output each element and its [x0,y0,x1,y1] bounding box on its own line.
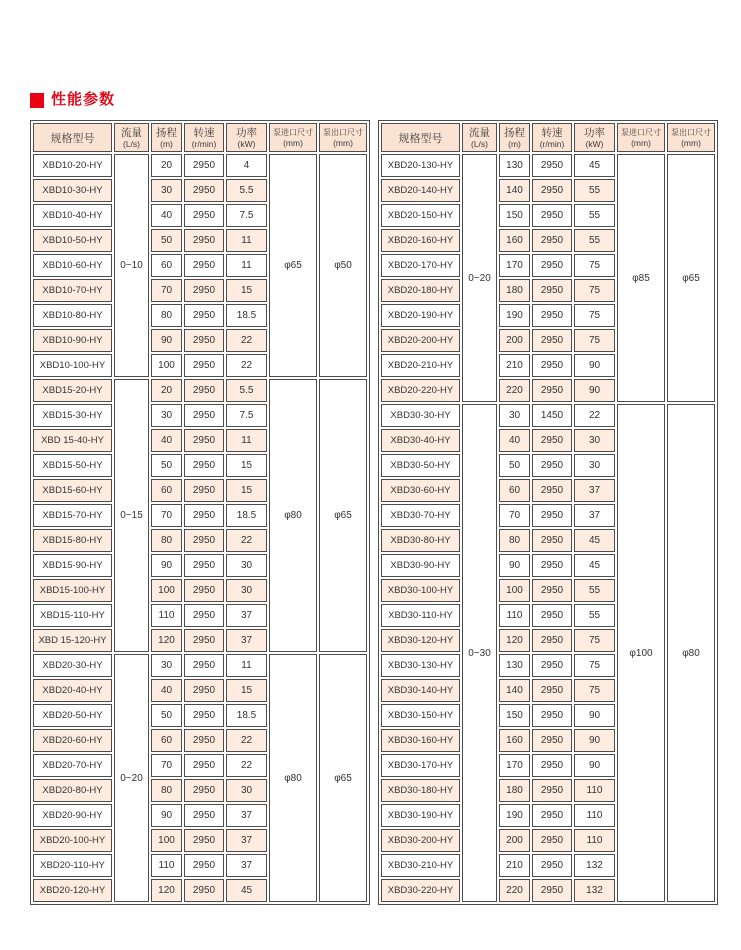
power-value-cell: 30 [574,454,615,477]
model-cell: XBD15-110-HY [33,604,112,627]
power-value-cell: 37 [226,804,267,827]
head-value-cell: 90 [151,804,182,827]
spec-row [33,654,367,677]
model-cell: XBD30-90-HY [381,554,460,577]
head-value-cell: 180 [499,779,530,802]
model-cell: XBD20-160-HY [381,229,460,252]
power-value-cell: 90 [574,354,615,377]
model-cell: XBD20-170-HY [381,254,460,277]
power-value-cell: 22 [226,329,267,352]
speed-value-cell: 2950 [532,729,572,752]
speed-value-cell: 2950 [184,404,224,427]
speed-value-cell: 2950 [532,329,572,352]
speed-value-cell: 2950 [532,504,572,527]
head-value-cell: 150 [499,204,530,227]
speed-value-cell: 2950 [184,354,224,377]
power-value-cell: 15 [226,479,267,502]
head-value-cell: 50 [151,229,182,252]
power-value-cell: 18.5 [226,504,267,527]
outlet-size-cell: φ50 [319,154,367,377]
power-value-cell: 90 [574,379,615,402]
power-value-cell: 55 [574,229,615,252]
model-cell: XBD30-40-HY [381,429,460,452]
head-value-cell: 220 [499,879,530,902]
power-value-cell: 30 [226,779,267,802]
head-value-cell: 120 [499,629,530,652]
head-value-cell: 90 [499,554,530,577]
head-value-cell: 60 [151,479,182,502]
power-value-cell: 22 [226,754,267,777]
model-cell: XBD 15-40-HY [33,429,112,452]
title-marker-square-icon [30,93,44,108]
power-value-cell: 11 [226,429,267,452]
head-value-cell: 20 [151,379,182,402]
model-cell: XBD20-50-HY [33,704,112,727]
head-value-cell: 50 [499,454,530,477]
speed-value-cell: 2950 [532,304,572,327]
model-cell: XBD30-30-HY [381,404,460,427]
speed-value-cell: 2950 [532,454,572,477]
inlet-size-cell: φ100 [617,404,665,902]
header-speed: 转速 (r/min) [532,123,572,152]
flow-range-cell: 0~30 [462,404,497,902]
speed-value-cell: 2950 [532,704,572,727]
head-value-cell: 80 [151,779,182,802]
speed-value-cell: 2950 [532,579,572,602]
head-value-cell: 210 [499,354,530,377]
speed-value-cell: 2950 [532,654,572,677]
head-value-cell: 110 [151,854,182,877]
speed-value-cell: 2950 [532,229,572,252]
power-value-cell: 15 [226,279,267,302]
head-value-cell: 70 [151,279,182,302]
power-value-cell: 5.5 [226,379,267,402]
header-outlet: 泵出口尺寸 (mm) [667,123,715,152]
speed-value-cell: 2950 [184,654,224,677]
power-value-cell: 15 [226,454,267,477]
power-value-cell: 45 [574,554,615,577]
power-value-cell: 22 [226,729,267,752]
speed-value-cell: 2950 [184,679,224,702]
model-cell: XBD30-150-HY [381,704,460,727]
model-cell: XBD15-60-HY [33,479,112,502]
model-cell: XBD20-70-HY [33,754,112,777]
power-value-cell: 55 [574,604,615,627]
head-value-cell: 60 [151,254,182,277]
speed-value-cell: 2950 [532,429,572,452]
power-value-cell: 5.5 [226,179,267,202]
model-cell: XBD30-190-HY [381,804,460,827]
speed-value-cell: 2950 [184,229,224,252]
outlet-size-cell: φ65 [319,654,367,902]
model-cell: XBD10-70-HY [33,279,112,302]
speed-value-cell: 2950 [184,329,224,352]
speed-value-cell: 2950 [184,204,224,227]
head-value-cell: 170 [499,254,530,277]
inlet-size-cell: φ80 [269,379,317,652]
model-cell: XBD30-140-HY [381,679,460,702]
model-cell: XBD30-80-HY [381,529,460,552]
model-cell: XBD20-180-HY [381,279,460,302]
head-value-cell: 130 [499,154,530,177]
outlet-size-cell: φ65 [319,379,367,652]
model-cell: XBD20-30-HY [33,654,112,677]
model-cell: XBD20-80-HY [33,779,112,802]
inlet-size-cell: φ65 [269,154,317,377]
speed-value-cell: 2950 [532,279,572,302]
model-cell: XBD30-210-HY [381,854,460,877]
head-value-cell: 170 [499,754,530,777]
speed-value-cell: 2950 [532,754,572,777]
model-cell: XBD20-60-HY [33,729,112,752]
head-value-cell: 110 [499,604,530,627]
header-row [33,123,367,152]
head-value-cell: 200 [499,329,530,352]
power-value-cell: 7.5 [226,404,267,427]
power-value-cell: 45 [226,879,267,902]
model-cell: XBD15-100-HY [33,579,112,602]
header-model: 规格型号 [33,123,112,152]
power-value-cell: 18.5 [226,304,267,327]
head-value-cell: 130 [499,654,530,677]
speed-value-cell: 1450 [532,404,572,427]
head-value-cell: 30 [151,654,182,677]
model-cell: XBD30-180-HY [381,779,460,802]
model-cell: XBD15-30-HY [33,404,112,427]
model-cell: XBD10-20-HY [33,154,112,177]
power-value-cell: 11 [226,254,267,277]
power-value-cell: 90 [574,729,615,752]
power-value-cell: 37 [226,854,267,877]
head-value-cell: 90 [151,554,182,577]
speed-value-cell: 2950 [184,554,224,577]
header-speed: 转速 (r/min) [184,123,224,152]
model-cell: XBD15-70-HY [33,504,112,527]
head-value-cell: 100 [151,579,182,602]
power-value-cell: 75 [574,279,615,302]
header-power: 功率 (kW) [574,123,615,152]
speed-value-cell: 2950 [184,629,224,652]
power-value-cell: 37 [574,479,615,502]
speed-value-cell: 2950 [532,254,572,277]
speed-value-cell: 2950 [184,854,224,877]
power-value-cell: 75 [574,654,615,677]
model-cell: XBD20-200-HY [381,329,460,352]
power-value-cell: 75 [574,254,615,277]
speed-value-cell: 2950 [532,779,572,802]
speed-value-cell: 2950 [184,254,224,277]
power-value-cell: 11 [226,229,267,252]
model-cell: XBD30-170-HY [381,754,460,777]
power-value-cell: 55 [574,179,615,202]
model-cell: XBD10-40-HY [33,204,112,227]
model-cell: XBD20-140-HY [381,179,460,202]
model-cell: XBD30-160-HY [381,729,460,752]
speed-value-cell: 2950 [532,854,572,877]
flow-range-cell: 0~20 [462,154,497,402]
section-title-text: 性能参数 [51,91,116,108]
outlet-size-cell: φ65 [667,154,715,402]
speed-value-cell: 2950 [532,179,572,202]
head-value-cell: 30 [151,404,182,427]
head-value-cell: 50 [151,454,182,477]
model-cell: XBD20-130-HY [381,154,460,177]
head-value-cell: 120 [151,629,182,652]
head-value-cell: 140 [499,179,530,202]
speed-value-cell: 2950 [184,879,224,902]
head-value-cell: 120 [151,879,182,902]
speed-value-cell: 2950 [184,454,224,477]
model-cell: XBD30-110-HY [381,604,460,627]
header-inlet: 泵进口尺寸 (mm) [269,123,317,152]
head-value-cell: 220 [499,379,530,402]
head-value-cell: 100 [151,829,182,852]
power-value-cell: 90 [574,704,615,727]
model-cell: XBD20-210-HY [381,354,460,377]
spec-row [33,154,367,177]
speed-value-cell: 2950 [184,304,224,327]
head-value-cell: 100 [499,579,530,602]
power-value-cell: 30 [226,579,267,602]
head-value-cell: 70 [151,504,182,527]
tables-container [30,120,718,905]
model-cell: XBD30-220-HY [381,879,460,902]
header-head: 扬程 (m) [151,123,182,152]
head-value-cell: 60 [499,479,530,502]
power-value-cell: 22 [226,354,267,377]
speed-value-cell: 2950 [184,804,224,827]
speed-value-cell: 2950 [184,704,224,727]
speed-value-cell: 2950 [184,429,224,452]
flow-range-cell: 0~20 [114,654,149,902]
model-cell: XBD30-60-HY [381,479,460,502]
power-value-cell: 132 [574,854,615,877]
power-value-cell: 4 [226,154,267,177]
speed-value-cell: 2950 [532,604,572,627]
model-cell: XBD10-30-HY [33,179,112,202]
power-value-cell: 132 [574,879,615,902]
speed-value-cell: 2950 [184,379,224,402]
head-value-cell: 60 [151,729,182,752]
head-value-cell: 80 [151,304,182,327]
model-cell: XBD 15-120-HY [33,629,112,652]
power-value-cell: 75 [574,304,615,327]
speed-value-cell: 2950 [532,529,572,552]
speed-value-cell: 2950 [184,754,224,777]
speed-value-cell: 2950 [532,204,572,227]
model-cell: XBD10-90-HY [33,329,112,352]
model-cell: XBD30-70-HY [381,504,460,527]
power-value-cell: 30 [574,429,615,452]
power-value-cell: 7.5 [226,204,267,227]
speed-value-cell: 2950 [184,779,224,802]
speed-value-cell: 2950 [184,604,224,627]
head-value-cell: 190 [499,304,530,327]
head-value-cell: 50 [151,704,182,727]
model-cell: XBD30-200-HY [381,829,460,852]
inlet-size-cell: φ80 [269,654,317,902]
head-value-cell: 70 [151,754,182,777]
power-value-cell: 110 [574,829,615,852]
head-value-cell: 140 [499,679,530,702]
speed-value-cell: 2950 [532,354,572,377]
speed-value-cell: 2950 [532,554,572,577]
model-cell: XBD20-120-HY [33,879,112,902]
power-value-cell: 75 [574,329,615,352]
speed-value-cell: 2950 [532,829,572,852]
head-value-cell: 190 [499,804,530,827]
model-cell: XBD20-90-HY [33,804,112,827]
speed-value-cell: 2950 [184,179,224,202]
speed-value-cell: 2950 [184,579,224,602]
speed-value-cell: 2950 [184,829,224,852]
speed-value-cell: 2950 [184,479,224,502]
model-cell: XBD15-80-HY [33,529,112,552]
header-flow: 流量 (L/s) [114,123,149,152]
head-value-cell: 100 [151,354,182,377]
head-value-cell: 40 [151,679,182,702]
speed-value-cell: 2950 [532,804,572,827]
power-value-cell: 55 [574,204,615,227]
head-value-cell: 70 [499,504,530,527]
power-value-cell: 45 [574,154,615,177]
power-value-cell: 11 [226,654,267,677]
model-cell: XBD20-40-HY [33,679,112,702]
inlet-size-cell: φ85 [617,154,665,402]
power-value-cell: 75 [574,629,615,652]
outlet-size-cell: φ80 [667,404,715,902]
spec-row [33,379,367,402]
model-cell: XBD30-130-HY [381,654,460,677]
speed-value-cell: 2950 [532,379,572,402]
power-value-cell: 18.5 [226,704,267,727]
header-inlet: 泵进口尺寸 (mm) [617,123,665,152]
spec-row [381,404,715,427]
model-cell: XBD30-50-HY [381,454,460,477]
head-value-cell: 160 [499,229,530,252]
speed-value-cell: 2950 [532,879,572,902]
speed-value-cell: 2950 [184,529,224,552]
header-row [381,123,715,152]
model-cell: XBD15-50-HY [33,454,112,477]
model-cell: XBD30-100-HY [381,579,460,602]
speed-value-cell: 2950 [532,679,572,702]
model-cell: XBD20-110-HY [33,854,112,877]
model-cell: XBD20-220-HY [381,379,460,402]
spec-row [381,154,715,177]
model-cell: XBD10-80-HY [33,304,112,327]
head-value-cell: 80 [151,529,182,552]
head-value-cell: 80 [499,529,530,552]
spec-table-right [378,120,718,905]
power-value-cell: 15 [226,679,267,702]
power-value-cell: 55 [574,579,615,602]
head-value-cell: 40 [499,429,530,452]
head-value-cell: 200 [499,829,530,852]
power-value-cell: 37 [226,604,267,627]
head-value-cell: 40 [151,204,182,227]
model-cell: XBD30-120-HY [381,629,460,652]
head-value-cell: 210 [499,854,530,877]
flow-range-cell: 0~10 [114,154,149,377]
power-value-cell: 30 [226,554,267,577]
head-value-cell: 110 [151,604,182,627]
model-cell: XBD10-50-HY [33,229,112,252]
header-head: 扬程 (m) [499,123,530,152]
model-cell: XBD20-190-HY [381,304,460,327]
power-value-cell: 37 [226,629,267,652]
speed-value-cell: 2950 [532,154,572,177]
model-cell: XBD15-20-HY [33,379,112,402]
header-power: 功率 (kW) [226,123,267,152]
power-value-cell: 22 [226,529,267,552]
section-title [30,92,115,108]
power-value-cell: 37 [574,504,615,527]
power-value-cell: 45 [574,529,615,552]
header-flow: 流量 (L/s) [462,123,497,152]
model-cell: XBD10-100-HY [33,354,112,377]
model-cell: XBD20-150-HY [381,204,460,227]
speed-value-cell: 2950 [532,629,572,652]
model-cell: XBD15-90-HY [33,554,112,577]
model-cell: XBD20-100-HY [33,829,112,852]
head-value-cell: 30 [151,179,182,202]
speed-value-cell: 2950 [184,729,224,752]
flow-range-cell: 0~15 [114,379,149,652]
power-value-cell: 110 [574,779,615,802]
power-value-cell: 90 [574,754,615,777]
power-value-cell: 75 [574,679,615,702]
head-value-cell: 160 [499,729,530,752]
head-value-cell: 30 [499,404,530,427]
speed-value-cell: 2950 [184,504,224,527]
head-value-cell: 20 [151,154,182,177]
head-value-cell: 90 [151,329,182,352]
speed-value-cell: 2950 [532,479,572,502]
speed-value-cell: 2950 [184,154,224,177]
head-value-cell: 180 [499,279,530,302]
speed-value-cell: 2950 [184,279,224,302]
header-model: 规格型号 [381,123,460,152]
head-value-cell: 150 [499,704,530,727]
spec-table-left [30,120,370,905]
power-value-cell: 37 [226,829,267,852]
head-value-cell: 40 [151,429,182,452]
header-outlet: 泵出口尺寸 (mm) [319,123,367,152]
power-value-cell: 110 [574,804,615,827]
model-cell: XBD10-60-HY [33,254,112,277]
power-value-cell: 22 [574,404,615,427]
